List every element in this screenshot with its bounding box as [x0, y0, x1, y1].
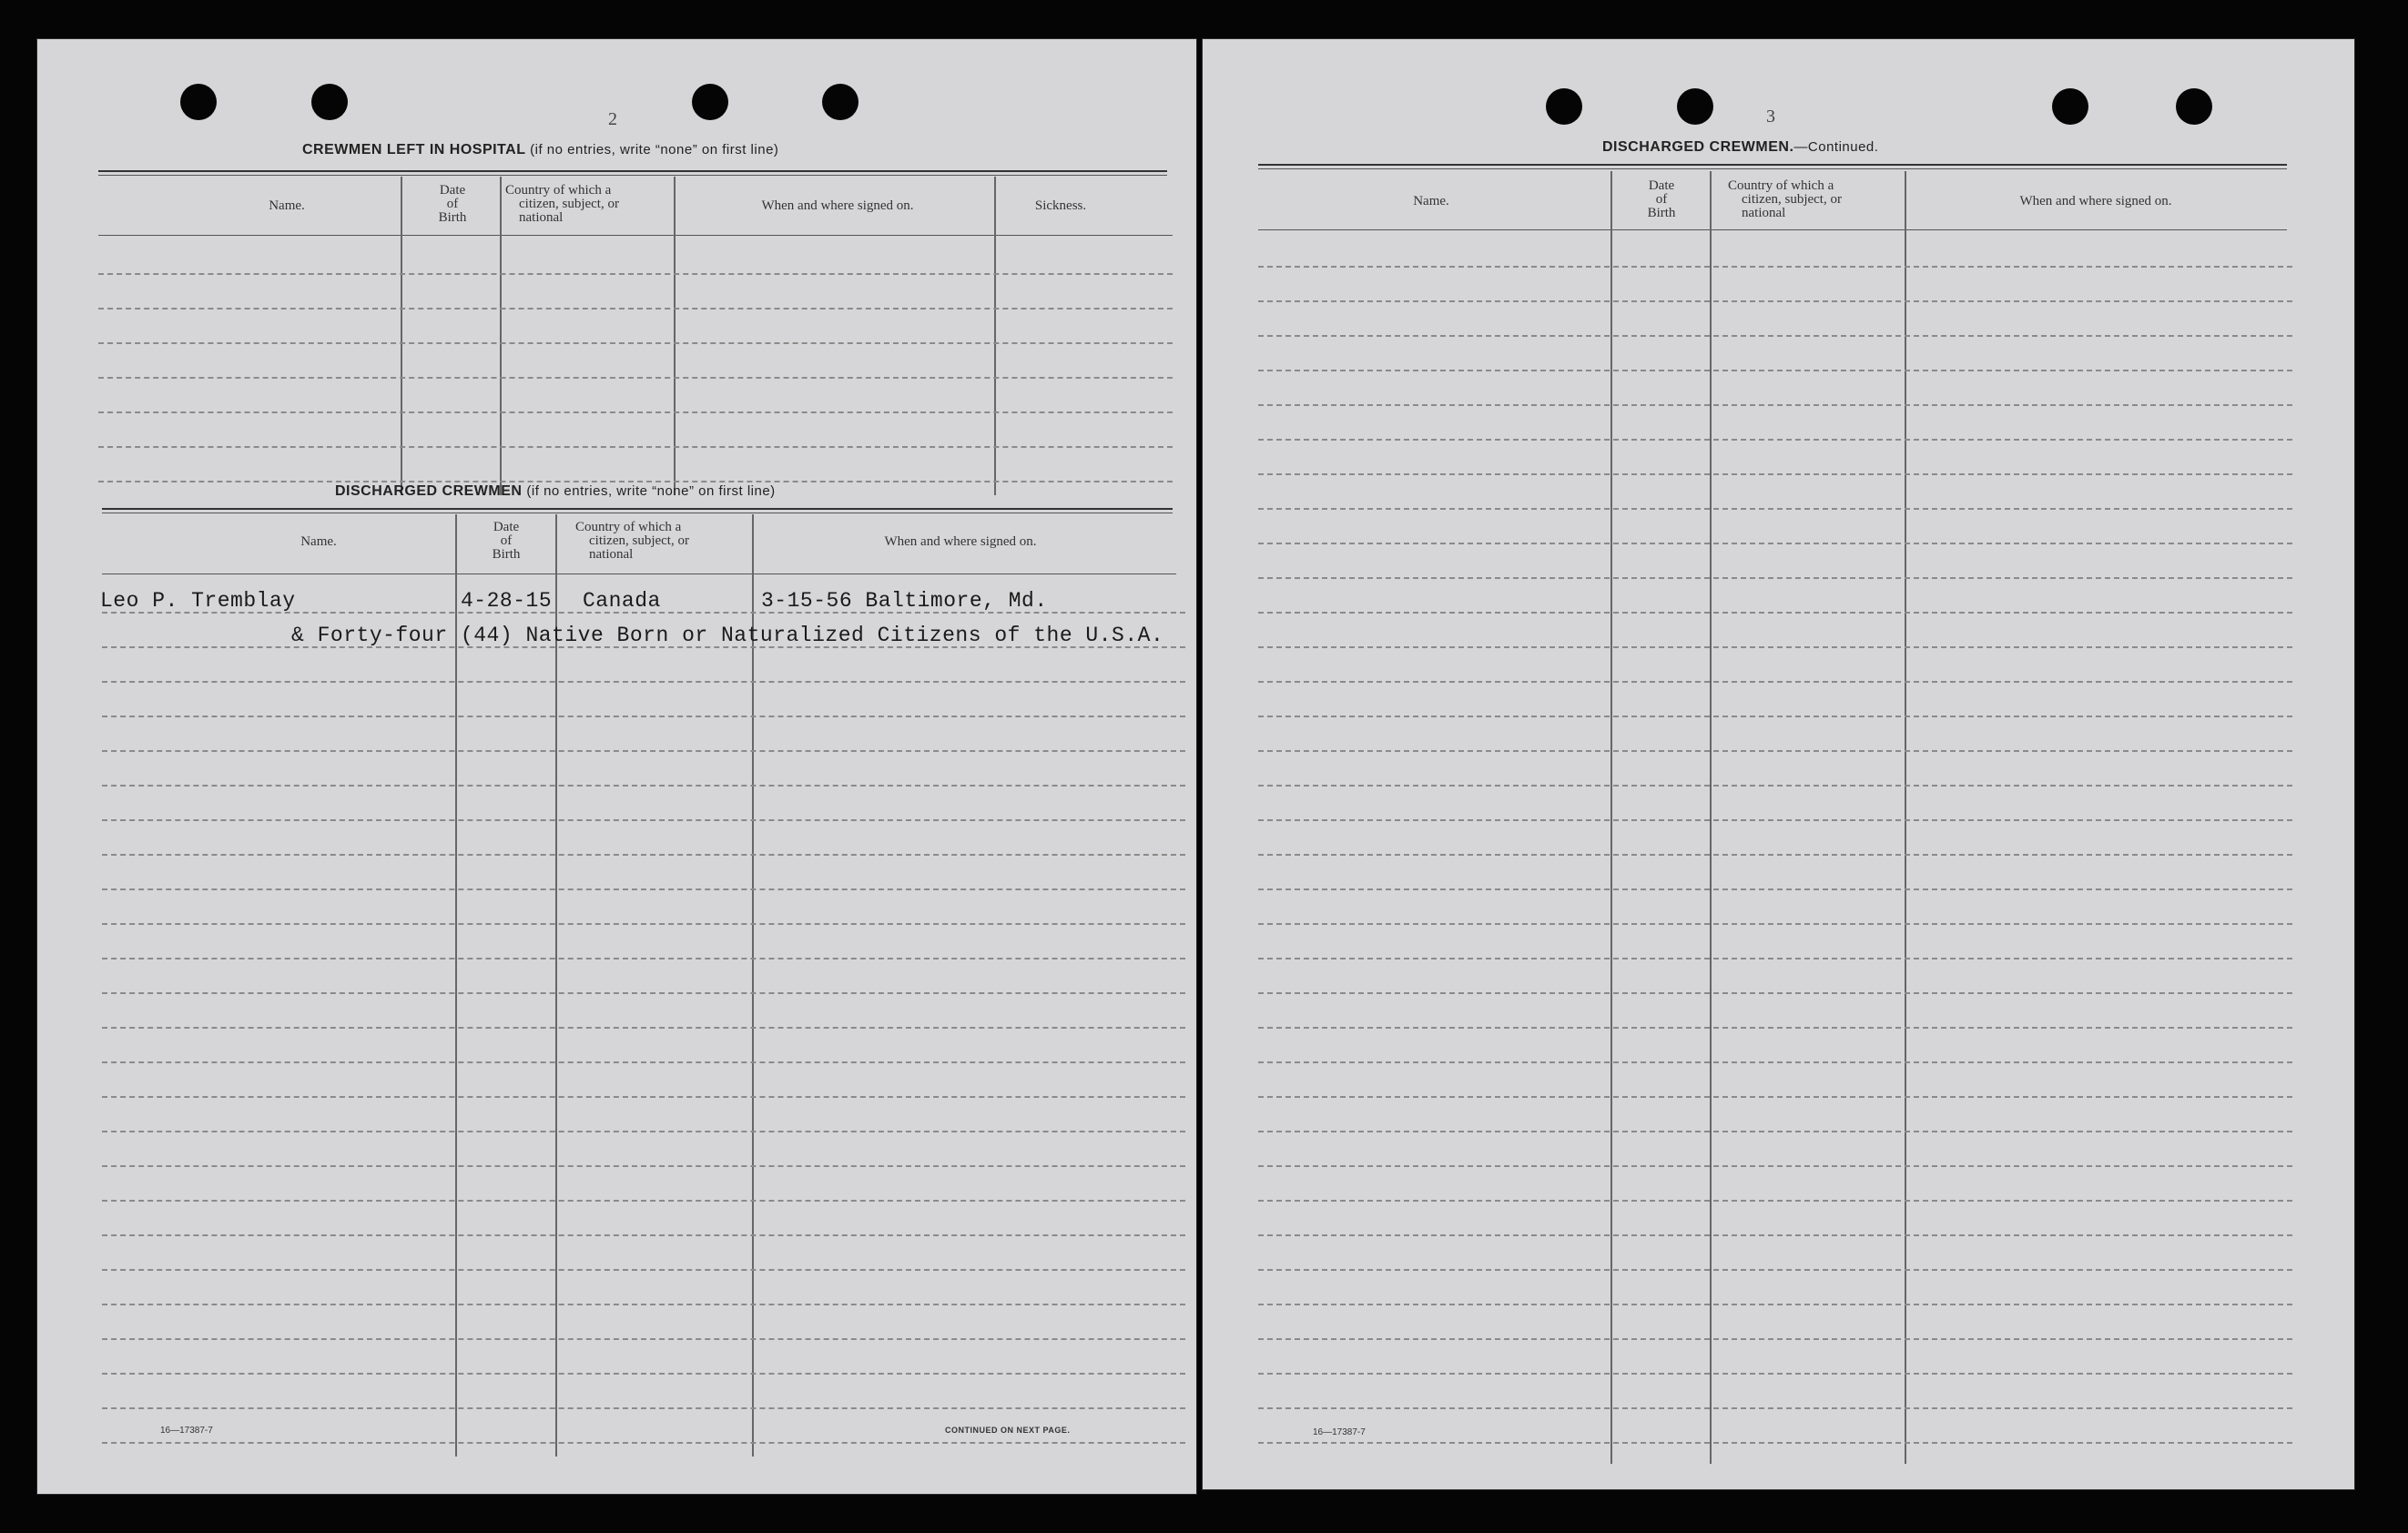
- ruled-line: [1258, 335, 2292, 337]
- right-header-signed: When and where signed on.: [2019, 194, 2172, 208]
- right-header-name: Name.: [1413, 194, 1449, 208]
- discharged-title-note: (if no entries, write “none” on first line): [526, 483, 776, 499]
- ruled-line: [102, 923, 1185, 925]
- right-header-bottom: [1258, 229, 2287, 230]
- punch-hole: [822, 84, 859, 120]
- hospital-row-line: [98, 446, 1173, 448]
- ruled-line: [1258, 819, 2292, 821]
- ruled-line: [1258, 1200, 2292, 1202]
- left-page: [36, 38, 1197, 1495]
- ruled-line: [102, 1200, 1185, 1202]
- ruled-line: [102, 785, 1185, 787]
- ruled-line: [1258, 1442, 2292, 1444]
- country-line-2: citizen, subject, or: [589, 533, 689, 548]
- ruled-line: [102, 1131, 1185, 1132]
- ruled-line: [102, 1027, 1185, 1029]
- ruled-line: [1258, 1269, 2292, 1271]
- hospital-header-signed: When and where signed on.: [761, 198, 914, 213]
- ruled-line: [102, 819, 1185, 821]
- ruled-line: [1258, 508, 2292, 510]
- dob-line-1: Date: [1648, 178, 1675, 193]
- ruled-line: [102, 1269, 1185, 1271]
- dob-line-3: Birth: [1647, 206, 1676, 220]
- punch-hole: [1677, 88, 1713, 125]
- country-line-2: citizen, subject, or: [519, 197, 619, 211]
- hospital-row-line: [98, 342, 1173, 344]
- ruled-line: [1258, 854, 2292, 856]
- hospital-row-line: [98, 411, 1173, 413]
- dob-line-2: of: [500, 533, 513, 548]
- right-title-suffix: —Continued.: [1793, 139, 1879, 155]
- punch-hole: [180, 84, 217, 120]
- right-section-title: [1602, 139, 1878, 156]
- hospital-row-line: [98, 377, 1173, 379]
- ruled-line: [1258, 1165, 2292, 1167]
- country-line-1: Country of which a: [505, 183, 612, 198]
- right-title-text: DISCHARGED CREWMEN.: [1602, 139, 1794, 155]
- ruled-line: [1258, 750, 2292, 752]
- ruled-line: [102, 992, 1185, 994]
- page-number: 2: [608, 109, 617, 129]
- ruled-line: [1258, 958, 2292, 959]
- dob-line-1: Date: [493, 520, 520, 534]
- ruled-line: [102, 1442, 1185, 1444]
- discharged-header-signed: When and where signed on.: [884, 534, 1037, 549]
- ruled-line: [102, 1304, 1185, 1305]
- ruled-line: [1258, 785, 2292, 787]
- discharged-header-name: Name.: [300, 534, 337, 549]
- form-code: 16—17387-7: [1313, 1427, 1366, 1437]
- dob-line-2: of: [446, 197, 459, 211]
- discharged-header-dob: [458, 521, 554, 562]
- dob-line-2: of: [1655, 192, 1668, 207]
- ruled-line: [1258, 300, 2292, 302]
- ruled-line: [1258, 888, 2292, 890]
- ruled-line: [102, 646, 1185, 648]
- ruled-line: [1258, 543, 2292, 544]
- country-line-3: national: [589, 547, 634, 562]
- dob-line-1: Date: [439, 183, 466, 198]
- right-header-dob: [1613, 179, 1710, 220]
- ruled-line: [102, 1338, 1185, 1340]
- dob-line-3: Birth: [438, 210, 467, 225]
- form-code: 16—17387-7: [160, 1426, 213, 1436]
- ruled-line: [1258, 1407, 2292, 1409]
- ruled-line: [1258, 370, 2292, 371]
- entry-signed: 3-15-56 Baltimore, Md.: [761, 589, 1048, 613]
- country-line-1: Country of which a: [1728, 178, 1834, 193]
- ruled-line: [1258, 1304, 2292, 1305]
- discharged-title-text: DISCHARGED CREWMEN: [335, 483, 523, 499]
- hospital-title-note: (if no entries, write “none” on first line): [530, 142, 779, 157]
- right-header-country: [1728, 179, 1910, 220]
- punch-hole: [1546, 88, 1582, 125]
- ruled-line: [1258, 1234, 2292, 1236]
- ruled-line: [102, 958, 1185, 959]
- entry-remark: & Forty-four (44) Native Born or Naturalized Citizens of the U.S.A.: [291, 624, 1164, 647]
- right-top-rule-2: [1258, 168, 2287, 169]
- ruled-line: [1258, 1096, 2292, 1098]
- hospital-top-rule-2: [98, 175, 1167, 176]
- ruled-line: [1258, 1373, 2292, 1375]
- ruled-line: [102, 854, 1185, 856]
- hospital-header-name: Name.: [269, 198, 305, 213]
- page-number: 3: [1766, 107, 1775, 127]
- right-top-rule: [1258, 164, 2287, 166]
- punch-hole: [311, 84, 348, 120]
- discharged-section-title: [335, 483, 776, 500]
- ruled-line: [1258, 1131, 2292, 1132]
- ruled-line: [1258, 1027, 2292, 1029]
- ruled-line: [1258, 681, 2292, 683]
- hospital-header-dob: [403, 184, 502, 225]
- discharged-top-rule: [102, 508, 1173, 510]
- ruled-line: [1258, 1338, 2292, 1340]
- country-line-3: national: [519, 210, 564, 225]
- ruled-line: [1258, 439, 2292, 441]
- right-page: [1202, 38, 2355, 1490]
- ruled-line: [1258, 716, 2292, 717]
- hospital-section-title: [302, 142, 778, 158]
- ruled-line: [102, 1165, 1185, 1167]
- hospital-header-bottom: [98, 235, 1173, 236]
- ruled-line: [1258, 473, 2292, 475]
- hospital-header-sickness: Sickness.: [1034, 198, 1087, 213]
- discharged-header-country: [575, 521, 757, 562]
- ruled-line: [102, 1096, 1185, 1098]
- ruled-line: [1258, 577, 2292, 579]
- ruled-line: [102, 1061, 1185, 1063]
- hospital-top-rule: [98, 170, 1167, 172]
- ruled-line: [102, 612, 1185, 614]
- entry-country: Canada: [583, 589, 661, 613]
- entry-name: Leo P. Tremblay: [100, 589, 296, 613]
- ruled-line: [1258, 266, 2292, 268]
- country-line-3: national: [1742, 206, 1786, 220]
- ruled-line: [102, 716, 1185, 717]
- ruled-line: [1258, 404, 2292, 406]
- ruled-line: [102, 1373, 1185, 1375]
- hospital-title-text: CREWMEN LEFT IN HOSPITAL: [302, 142, 526, 157]
- ruled-line: [1258, 923, 2292, 925]
- ruled-line: [102, 1407, 1185, 1409]
- ruled-line: [102, 681, 1185, 683]
- country-line-2: citizen, subject, or: [1742, 192, 1842, 207]
- hospital-row-line: [98, 273, 1173, 275]
- country-line-1: Country of which a: [575, 520, 682, 534]
- ruled-line: [102, 888, 1185, 890]
- ruled-line: [102, 750, 1185, 752]
- hospital-row-line: [98, 308, 1173, 310]
- punch-hole: [2052, 88, 2088, 125]
- ruled-line: [1258, 646, 2292, 648]
- dob-line-3: Birth: [492, 547, 521, 562]
- punch-hole: [2176, 88, 2212, 125]
- ruled-line: [102, 1234, 1185, 1236]
- ruled-line: [1258, 1061, 2292, 1063]
- punch-hole: [692, 84, 728, 120]
- discharged-col-divider: [752, 514, 754, 1457]
- discharged-col-divider: [555, 514, 557, 1457]
- hospital-row-line: [98, 481, 1173, 482]
- continued-note: CONTINUED ON NEXT PAGE.: [945, 1426, 1071, 1435]
- hospital-header-country: [505, 184, 687, 225]
- discharged-col-divider: [455, 514, 457, 1457]
- entry-dob: 4-28-15: [461, 589, 553, 613]
- ruled-line: [1258, 612, 2292, 614]
- ruled-line: [1258, 992, 2292, 994]
